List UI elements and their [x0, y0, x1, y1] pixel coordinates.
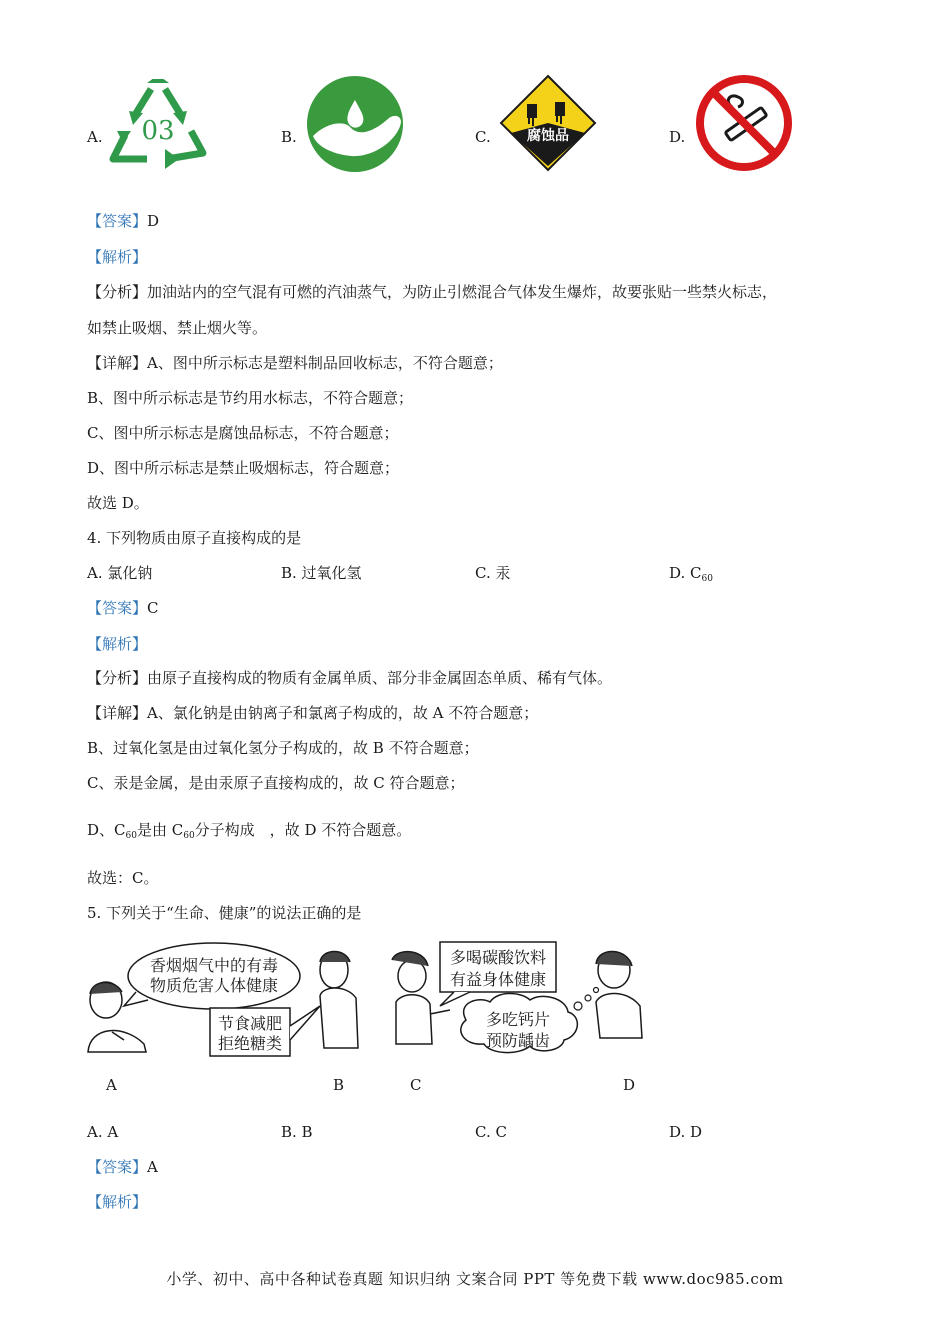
caption-a: A	[106, 1076, 117, 1094]
q5-option-a: A. A	[87, 1123, 119, 1141]
q4-fenxi: 【分析】由原子直接构成的物质有金属单质、部分非金属固态单质、稀有气体。	[87, 669, 613, 687]
q3-detail-c: C、图中所示标志是腐蚀品标志，不符合题意；	[87, 424, 399, 442]
q4-option-c: C. 汞	[475, 564, 511, 582]
answer-tag: 【答案】	[87, 212, 148, 230]
fenxi-tag: 【分析】	[87, 283, 148, 301]
svg-text:物质危害人体健康: 物质危害人体健康	[149, 976, 279, 995]
svg-text:预防龋齿: 预防龋齿	[485, 1031, 551, 1050]
q4-answer	[87, 598, 159, 618]
recycle-symbol-icon	[107, 79, 209, 171]
svg-text:03: 03	[141, 116, 175, 146]
water-saving-icon	[305, 74, 405, 174]
caption-b: B	[333, 1076, 345, 1094]
svg-text:有益身体健康: 有益身体健康	[449, 970, 547, 989]
answer-tag: 【答案】	[87, 599, 148, 617]
q4-option-d: D. $C_{60}$	[669, 564, 713, 584]
footer-link-text[interactable]: 小学、初中、高中各种试卷真题 知识归纳 文案合同 PPT 等免费下载 www.doc985.com	[166, 1270, 784, 1288]
q3-fenxi-line2: 如禁止吸烟、禁止烟火等。	[87, 319, 268, 337]
caption-c: C	[410, 1076, 422, 1094]
q5-option-d: D. D	[669, 1123, 703, 1141]
analysis-tag: 【解析】	[87, 248, 148, 266]
person-b-icon	[320, 952, 358, 1049]
q3-answer	[87, 211, 159, 231]
svg-text:拒绝糖类: 拒绝糖类	[217, 1034, 283, 1053]
svg-text:节食减肥: 节食减肥	[217, 1014, 283, 1033]
q5-option-b: B. B	[281, 1123, 313, 1141]
q3-fenxi-line1: 【分析】加油站内的空气混有可燃的汽油蒸气，为防止引燃混合气体发生爆炸，故要张贴一些禁火标志，	[87, 283, 778, 301]
q4-stem: 4. 下列物质由原子直接构成的是	[87, 529, 302, 547]
answer-value: A	[147, 1158, 158, 1176]
option-b-label: B.	[281, 128, 297, 146]
svg-text:香烟烟气中的有毒: 香烟烟气中的有毒	[149, 956, 279, 975]
q5-stem: 5. 下列关于“生命、健康”的说法正确的是	[87, 904, 362, 922]
svg-text:腐蚀品: 腐蚀品	[527, 128, 569, 144]
person-d-icon	[596, 951, 642, 1038]
no-smoking-icon	[694, 73, 794, 173]
detail-tag: 【详解】	[87, 354, 148, 372]
answer-value: D	[147, 212, 160, 230]
q4-detail-c: C、汞是金属，是由汞原子直接构成的，故 C 符合题意；	[87, 774, 465, 792]
q3-detail-d: D、图中所示标志是禁止吸烟标志，符合题意；	[87, 459, 400, 477]
answer-tag: 【答案】	[87, 1158, 148, 1176]
caption-d: D	[623, 1076, 636, 1094]
detail-tag: 【详解】	[87, 704, 148, 722]
option-a-label: A.	[87, 128, 103, 146]
q4-option-b: B. 过氧化氢	[281, 564, 362, 582]
q4-conclusion: 故选：C。	[87, 869, 159, 887]
q5-answer	[87, 1157, 158, 1177]
q5-cartoon-illustration	[84, 940, 654, 1062]
analysis-tag: 【解析】	[87, 1193, 148, 1211]
fenxi-tag: 【分析】	[87, 669, 148, 687]
q3-detail-a: 【详解】A、图中所示标志是塑料制品回收标志，不符合题意；	[87, 354, 503, 372]
q4-option-a: A. 氯化钠	[87, 564, 153, 582]
analysis-tag: 【解析】	[87, 635, 148, 653]
option-c-label: C.	[475, 128, 491, 146]
option-d-label: D.	[669, 128, 686, 146]
q3-conclusion: 故选 D。	[87, 494, 149, 512]
q4-detail-d: D、$C_{60}$是由 $C_{60}$分子构成 ，故 D 不符合题意。	[87, 821, 412, 841]
person-a-icon	[88, 982, 146, 1052]
q3-detail-b: B、图中所示标志是节约用水标志，不符合题意；	[87, 389, 414, 407]
q4-detail-a: 【详解】A、氯化钠是由钠离子和氯离子构成的，故 A 不符合题意；	[87, 704, 539, 722]
svg-text:多吃钙片: 多吃钙片	[485, 1010, 551, 1029]
answer-value: C	[147, 599, 159, 617]
svg-text:多喝碳酸饮料: 多喝碳酸饮料	[449, 948, 547, 967]
q4-detail-b: B、过氧化氢是由过氧化氢分子构成的，故 B 不符合题意；	[87, 739, 479, 757]
q5-option-c: C. C	[475, 1123, 507, 1141]
corrosive-hazard-icon	[499, 74, 597, 172]
